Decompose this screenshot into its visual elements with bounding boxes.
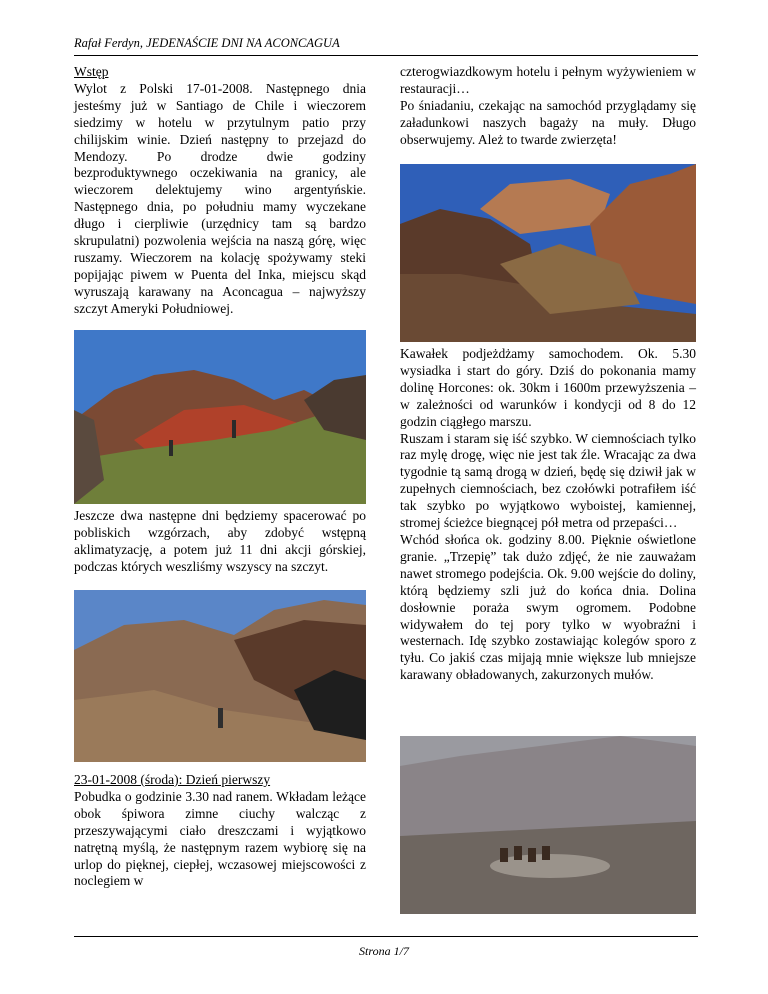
page-number: Strona 1/7 xyxy=(359,944,409,958)
footer-rule xyxy=(74,936,698,937)
intro-heading: Wstęp xyxy=(74,64,109,79)
hotel-paragraph: czterogwiazdkowym hotelu i pełnym wyżywieniem w restauracji… xyxy=(400,64,696,96)
hotel-section xyxy=(400,64,696,149)
acclimatization-section xyxy=(74,508,366,576)
day1-paragraph: Pobudka o godzinie 3.30 nad ranem. Wkładam leżące obok śpiwora zimne ciuchy walcząc z przeszywającymi ciało dreszczami i wyjątkowo natrętną myślą, że następnym razem wybiorę się na urlop do pięknej, ciepłej, wczasowej miejscowości z noclegiem w xyxy=(74,788,366,889)
day1-heading: 23-01-2008 (środa): Dzień pierwszy xyxy=(74,772,271,787)
sunrise-paragraph: Wchód słońca ok. godziny 8.00. Pięknie oświetlone granie. „Trzepię” tak dużo zdjęć, że nie zauważam nawet stromego podejścia. Ok. 9.00 wejście do doliny, którą będziemy szli już do końca dnia. Dolina dosłownie poraża swym ogromem. Podobne widywałem do tej pory tylko w wyobraźni i westernach. Idę szybko zostawiając kolegów sporo z tyłu. Co jakiś czas mijają mnie większe lub mniejsze karawany obładowanych, zakurzonych mułów. xyxy=(400,531,696,683)
photo-canyon-rocks xyxy=(400,164,696,342)
horcones-section xyxy=(400,346,696,684)
horcones-paragraph: Kawałek podjeżdżamy samochodem. Ok. 5.30 wysiadka i start do góry. Dziś do pokonania mamy dolinę Horcones: ok. 30km i 1600m przewyższenia – w zależności od warunków i kondycji od 8 do 12 godzin ciągłego marszu. xyxy=(400,346,696,429)
intro-paragraph: Wylot z Polski 17-01-2008. Następnego dnia jesteśmy już w Santiago de Chile i wieczorem siedzimy w hotelu w przytulnym patio przy chilijskim winie. Dzień następny to przejazd do Mendozy. Po drodze dwie godziny bezproduktywnego oczekiwania na granicy, ale wieczorem delektujemy wino argentyńskie. Następnego dnia, po południu mamy wyczekane długo i cierpliwie (urzędnicy tam są bardzo skrupulatni) pozwolenia wejścia na naszą górę, więc ruszamy. Wieczorem na kolację spożywamy steki popijając piwem w Puenta del Inka, miejscu skąd wyruszają karawany na Aconcagua – najwyższy szczyt Ameryki Południowej. xyxy=(74,80,366,316)
photo-mule-caravan xyxy=(400,736,696,914)
photo-red-hills-hikers xyxy=(74,330,366,504)
running-header: Rafał Ferdyn, JEDENAŚCIE DNI NA ACONCAGUA xyxy=(74,36,698,56)
acclimatization-paragraph: Jeszcze dwa następne dni będziemy spacerować po pobliskich wzgórzach, aby zdobyć wstępną aklimatyzację, a potem już 11 dni akcji górskiej, podczas których weszliśmy wszyscy na szczyt. xyxy=(74,508,366,574)
day1-section xyxy=(74,772,366,890)
intro-section xyxy=(74,64,366,318)
mules-paragraph: Po śniadaniu, czekając na samochód przyglądamy się załadunkowi naszych bagaży na muły. Długo obserwujemy. Ależ to twarde zwierzęta! xyxy=(400,97,696,147)
dark-walk-paragraph: Ruszam i staram się iść szybko. W ciemnościach tylko raz mylę drogę, więc nie jest tak źle. Wracając za dwa tygodnie tą samą drogą w dzień, będę się dziwił jak w zupełnych ciemnościach, bez czołówki potrafiłem iść tak szybko po wyjątkowo wyboistej, kamiennej, stromej ścieżce biegnącej pół metra od przepaści… xyxy=(400,430,696,531)
photo-valley-hiker xyxy=(74,590,366,762)
